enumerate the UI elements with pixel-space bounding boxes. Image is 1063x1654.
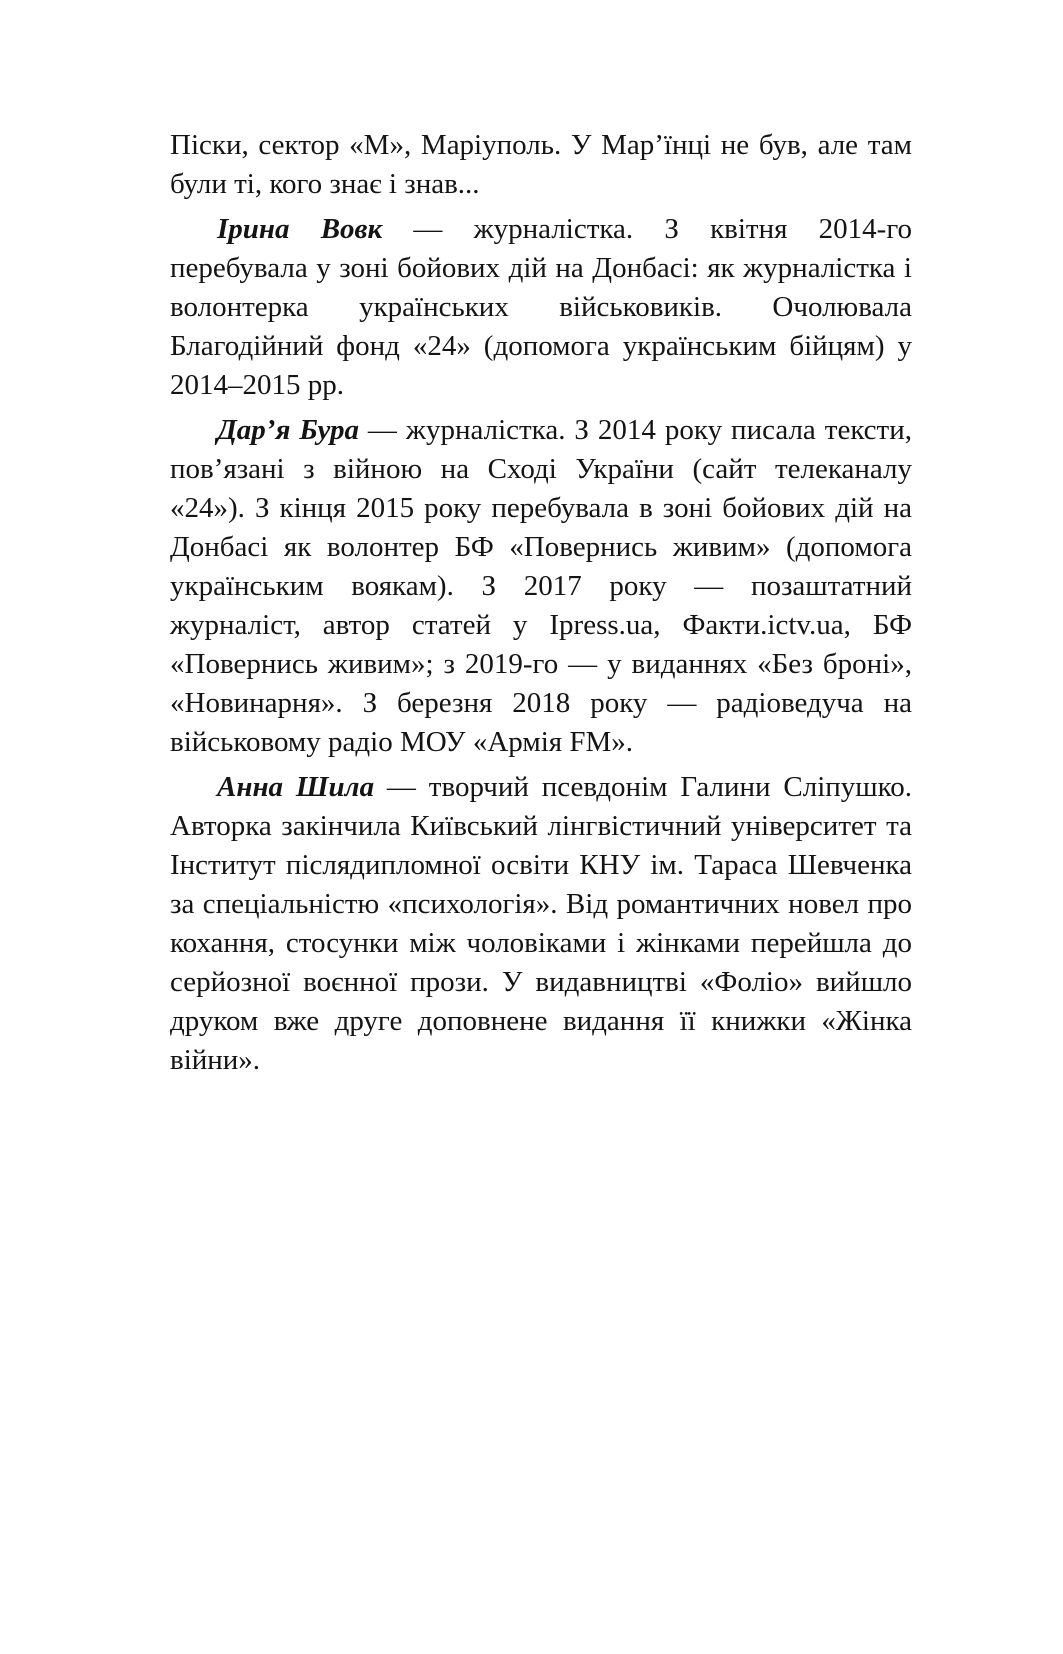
paragraph-text: — творчий псевдонім Галини Сліпушко. Авторка закінчила Київський лінгвістичний університет та Інститут післядипломної освіти КНУ ім. Тараса Шевченка за спеціальністю «психологія». Від романтичних новел про кохання, стосунки між чоловіками і жінками перейшла до серйозної воєнної прози. У видавництві «Фоліо» вийшло друком вже друге доповнене видання її книжки «Жінка війни». <box>170 771 912 1076</box>
author-name: Анна Шила <box>217 771 375 803</box>
text-block <box>170 126 912 1086</box>
author-name: Ірина Вовк <box>217 213 383 245</box>
paragraph-darya-bura <box>170 411 912 762</box>
paragraph-anna-shyla <box>170 768 912 1080</box>
paragraph-text: Піски, сектор «М», Маріуполь. У Мар’їнці не був, але там були ті, кого знає і знав... <box>170 129 912 200</box>
paragraph-text: — журналістка. З квітня 2014-го перебувала у зоні бойових дій на Донбасі: як журналістка і волонтерка українських військовиків. Очолювала Благодійний фонд «24» (допомога українським бійцям) у 2014–2015 рр. <box>170 213 912 401</box>
paragraph-iryna-vovk <box>170 210 912 405</box>
author-name: Дар’я Бура <box>217 414 359 446</box>
paragraph-continuation <box>170 126 912 204</box>
paragraph-text: — журналістка. З 2014 року писала тексти, пов’язані з війною на Сході України (сайт телеканалу «24»). З кінця 2015 року перебувала в зоні бойових дій на Донбасі як волонтер БФ «Повернись живим» (допомога українським воякам). З 2017 року — позаштатний журналіст, автор статей у Ipress.ua, Факти.ictv.ua, БФ «Повернись живим»; з 2019-го — у виданнях «Без броні», «Новинарня». З березня 2018 року — радіоведуча на військовому радіо МОУ «Армія FM». <box>170 414 912 758</box>
